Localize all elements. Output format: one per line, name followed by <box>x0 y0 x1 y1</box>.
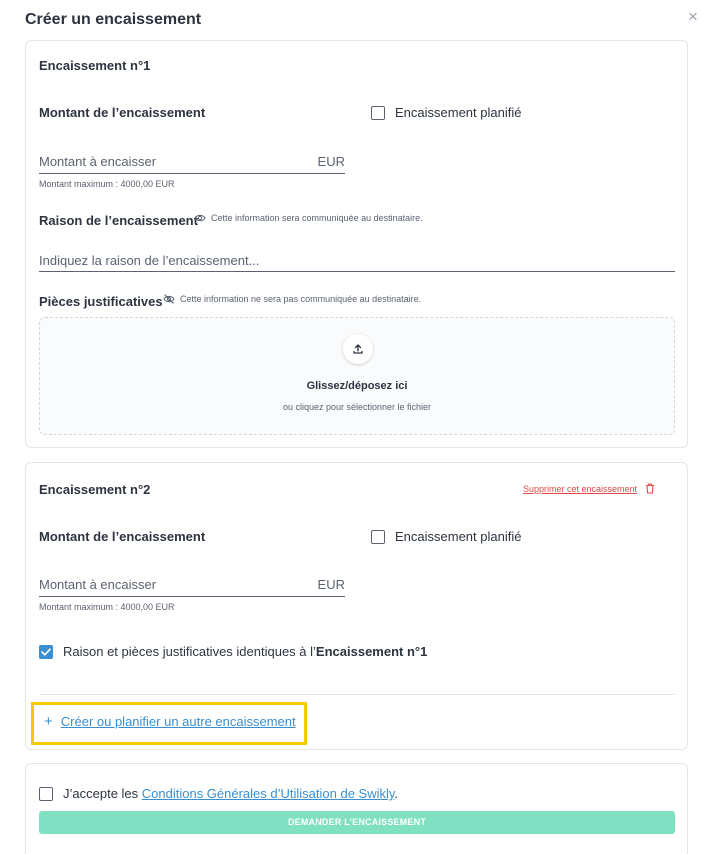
upload-icon <box>352 343 364 355</box>
accept-prefix: J’accepte les <box>63 786 142 801</box>
plus-icon: + <box>44 713 53 730</box>
reason-info <box>194 213 423 223</box>
max-amount-hint: Montant maximum : 4000,00 EUR <box>39 179 175 189</box>
docs-info-text: Cette information ne sera pas communiquée au destinataire. <box>180 294 422 304</box>
card-title: Encaissement n°1 <box>39 58 151 73</box>
encaissement-card-1 <box>25 40 688 448</box>
file-dropzone[interactable] <box>39 317 675 435</box>
docs-label: Pièces justificatives <box>39 294 163 309</box>
same-reason-checkbox[interactable] <box>39 644 427 659</box>
planned-checkbox[interactable] <box>371 529 521 544</box>
eye-off-icon <box>163 294 175 304</box>
check-icon <box>41 648 51 656</box>
accept-suffix: . <box>394 786 399 801</box>
docs-info <box>163 294 421 304</box>
planned-checkbox[interactable] <box>371 105 521 120</box>
checkbox-checked[interactable] <box>39 645 53 659</box>
dropzone-title: Glissez/déposez ici <box>306 380 408 392</box>
amount-label: Montant de l’encaissement <box>39 529 206 544</box>
encaissement-card-2 <box>25 462 688 750</box>
delete-link[interactable]: Supprimer cet encaissement <box>523 483 638 494</box>
trash-icon[interactable] <box>645 483 655 494</box>
card-title: Encaissement n°2 <box>39 482 151 497</box>
upload-button[interactable] <box>343 334 373 364</box>
reason-placeholder: Indiquez la raison de l’encaissement... <box>39 253 260 268</box>
same-reason-label <box>63 644 427 659</box>
checkbox[interactable] <box>371 530 385 544</box>
reason-field[interactable] <box>39 246 675 272</box>
reason-info-text: Cette information sera communiquée au destinataire. <box>211 213 423 223</box>
submit-button[interactable]: DEMANDER L’ENCAISSEMENT <box>39 811 675 834</box>
checkbox[interactable] <box>39 787 53 801</box>
accept-terms[interactable] <box>39 786 398 801</box>
amount-label: Montant de l’encaissement <box>39 105 206 120</box>
checkbox[interactable] <box>371 106 385 120</box>
amount-field[interactable] <box>39 571 345 597</box>
amount-placeholder: Montant à encaisser <box>39 577 157 592</box>
accept-label <box>63 786 398 801</box>
modal-title: Créer un encaissement <box>25 11 202 28</box>
eye-icon <box>194 213 206 223</box>
amount-placeholder: Montant à encaisser <box>39 154 157 169</box>
terms-card <box>25 763 688 854</box>
planned-label: Encaissement planifié <box>395 105 522 120</box>
close-icon[interactable]: × <box>688 7 698 26</box>
max-amount-hint: Montant maximum : 4000,00 EUR <box>39 602 175 612</box>
cgu-link[interactable]: Conditions Générales d’Utilisation de Swikly <box>141 786 395 801</box>
amount-field[interactable] <box>39 148 345 174</box>
reason-label: Raison de l’encaissement <box>39 213 198 228</box>
add-encaissement-link[interactable] <box>44 714 296 729</box>
add-encaissement-label[interactable]: Créer ou planifier un autre encaissement <box>60 714 296 729</box>
currency-label: EUR <box>317 154 345 169</box>
same-reason-prefix: Raison et pièces justificatives identiques à l’ <box>63 644 316 659</box>
divider <box>39 694 675 695</box>
delete-encaissement[interactable] <box>523 483 655 494</box>
planned-label: Encaissement planifié <box>395 529 522 544</box>
same-reason-ref: Encaissement n°1 <box>315 644 428 659</box>
currency-label: EUR <box>317 577 345 592</box>
dropzone-subtitle: ou cliquez pour sélectionner le fichier <box>282 402 432 412</box>
